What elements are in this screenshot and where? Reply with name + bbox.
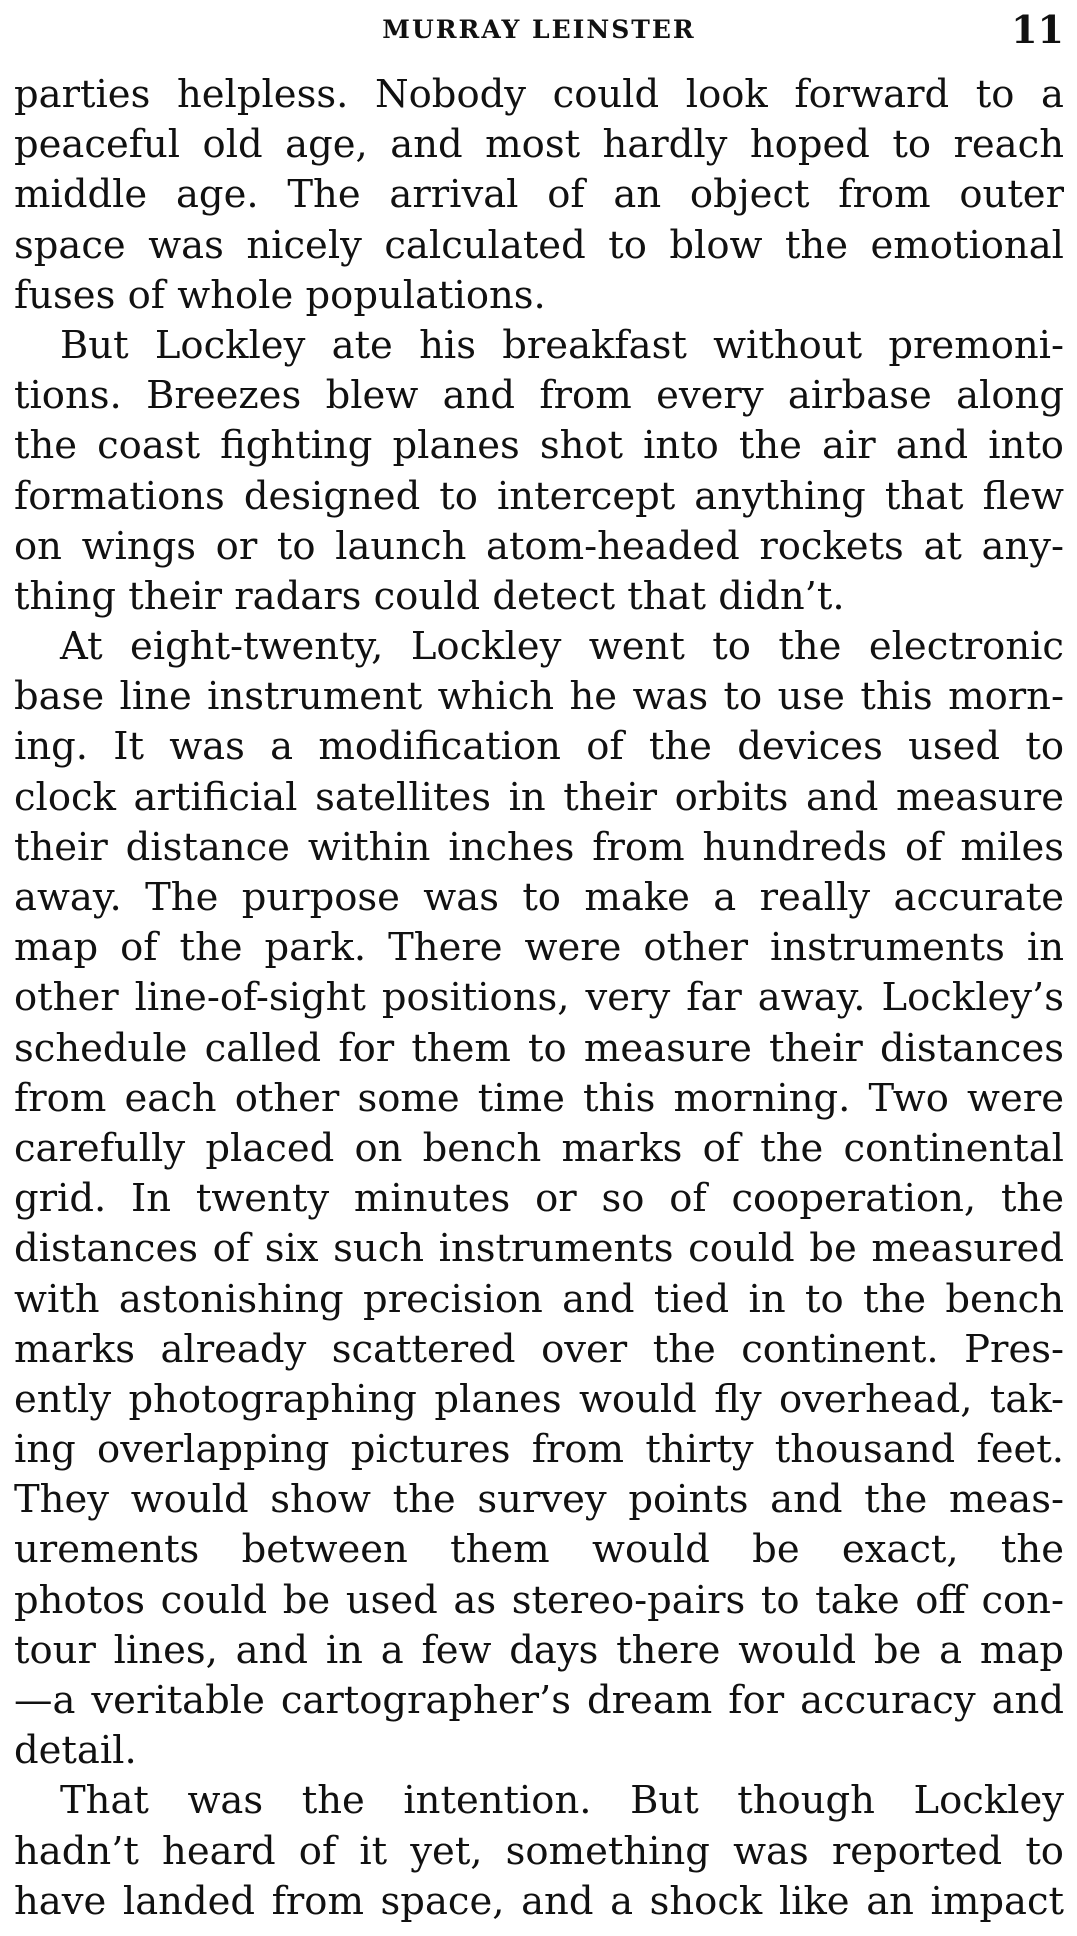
text-line: the coast fighting planes shot into the air and into	[14, 423, 1064, 469]
text-line: hadn’t heard of it yet, something was reported to	[14, 1828, 1064, 1874]
text-line: But Lockley ate his breakfast without premoni-	[60, 322, 1064, 368]
text-line: ing. It was a modification of the devices used to	[14, 724, 1064, 770]
text-line: peaceful old age, and most hardly hoped to reach	[14, 122, 1064, 168]
text-line: parties helpless. Nobody could look forward to a	[14, 72, 1064, 117]
text-line: They would show the survey points and the meas-	[14, 1477, 1064, 1523]
text-line: have landed from space, and a shock like an impact	[14, 1878, 1064, 1924]
text-line: distances of six such instruments could be measured	[14, 1226, 1064, 1272]
text-line: with astonishing precision and tied in to the bench	[14, 1276, 1064, 1322]
text-line: ing overlapping pictures from thirty thousand feet.	[14, 1427, 1064, 1473]
text-line: from each other some time this morning. Two were	[14, 1075, 1064, 1121]
text-line: clock artificial satellites in their orbits and measure	[14, 774, 1064, 820]
text-line: detail.	[14, 1728, 137, 1774]
text-line: other line-of-sight positions, very far away. Lockley’s	[14, 975, 1064, 1021]
text-line: —a veritable cartographer’s dream for accuracy and	[14, 1678, 1064, 1723]
text-line: their distance within inches from hundreds of miles	[14, 824, 1064, 870]
text-line: grid. In twenty minutes or so of cooperation, the	[14, 1176, 1064, 1222]
text-line: That was the intention. But though Lockley	[60, 1778, 1064, 1824]
text-line: urements between them would be exact, the	[14, 1527, 1064, 1573]
running-head-author: MURRAY LEINSTER	[382, 15, 696, 44]
text-line: on wings or to launch atom-headed rockets at any-	[14, 523, 1064, 569]
running-head	[14, 7, 1064, 52]
text-line: tions. Breezes blew and from every airbase along	[14, 373, 1064, 419]
text-line: schedule called for them to measure their distances	[14, 1025, 1064, 1071]
page-number: 11	[1011, 7, 1064, 52]
body-text	[14, 70, 1064, 1927]
text-line: space was nicely calculated to blow the emotional	[14, 222, 1064, 268]
text-line: away. The purpose was to make a really accurate	[14, 875, 1064, 920]
text-line: base line instrument which he was to use this morn-	[14, 674, 1064, 720]
text-line: formations designed to intercept anything that flew	[14, 473, 1064, 519]
text-line: map of the park. There were other instruments in	[14, 925, 1064, 971]
text-line: thing their radars could detect that didn’t.	[14, 573, 845, 619]
text-line: carefully placed on bench marks of the continental	[14, 1125, 1064, 1171]
text-line: ently photographing planes would fly overhead, tak-	[14, 1376, 1064, 1422]
text-line: tour lines, and in a few days there would be a map	[14, 1627, 1064, 1673]
text-line: photos could be used as stereo-pairs to take off con-	[14, 1577, 1064, 1623]
text-line: middle age. The arrival of an object from outer	[14, 172, 1064, 218]
text-line: At eight-twenty, Lockley went to the electronic	[60, 624, 1064, 670]
text-line: marks already scattered over the continent. Pres-	[14, 1326, 1064, 1372]
text-line: fuses of whole populations.	[14, 272, 546, 318]
